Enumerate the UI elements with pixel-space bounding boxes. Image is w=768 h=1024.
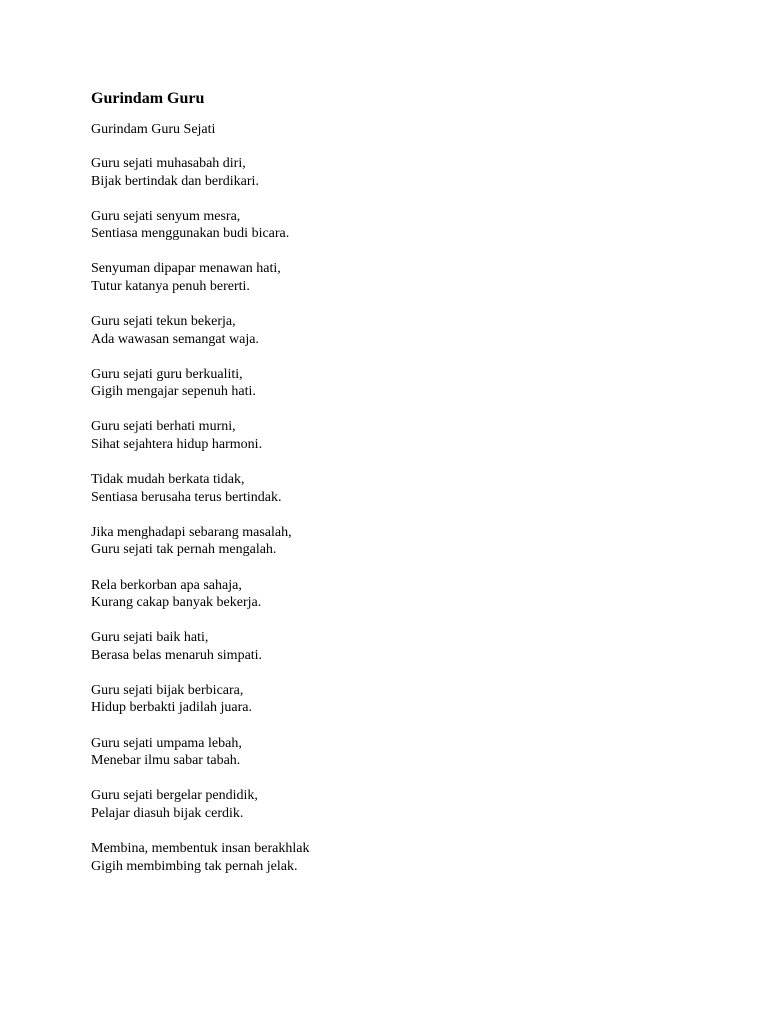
stanza-line: Ada wawasan semangat waja. xyxy=(91,331,259,347)
stanza-line: Sihat sejahtera hidup harmoni. xyxy=(91,437,263,453)
stanza-line: Sentiasa berusaha terus bertindak. xyxy=(91,489,282,505)
stanza-line: Senyuman dipapar menawan hati, xyxy=(91,261,281,277)
stanza xyxy=(91,735,711,770)
stanza-line: Guru sejati bijak berbicara, xyxy=(91,682,244,698)
stanza-line: Menebar ilmu sabar tabah. xyxy=(91,753,241,769)
stanza-line: Jika menghadapi sebarang masalah, xyxy=(91,524,292,540)
stanza-line: Bijak bertindak dan berdikari. xyxy=(91,173,259,189)
stanza-line: Guru sejati muhasabah diri, xyxy=(91,156,246,171)
stanza xyxy=(91,366,711,401)
stanza xyxy=(91,524,711,559)
stanza-line: Hidup berbakti jadilah juara. xyxy=(91,700,252,716)
stanza xyxy=(91,260,711,295)
stanza xyxy=(91,840,711,875)
stanza xyxy=(91,629,711,664)
stanza xyxy=(91,418,711,453)
stanza-line: Tidak mudah berkata tidak, xyxy=(91,472,245,488)
stanza-line: Gigih mengajar sepenuh hati. xyxy=(91,384,256,400)
poem-content xyxy=(91,89,711,893)
stanza xyxy=(91,208,711,243)
stanza xyxy=(91,313,711,348)
stanza-line: Sentiasa menggunakan budi bicara. xyxy=(91,226,290,242)
stanza-line: Pelajar diasuh bijak cerdik. xyxy=(91,805,244,821)
stanza-line: Kurang cakap banyak bekerja. xyxy=(91,595,262,611)
stanza-line: Rela berkorban apa sahaja, xyxy=(91,577,242,593)
stanza-line: Guru sejati umpama lebah, xyxy=(91,735,242,751)
stanza-line: Berasa belas menaruh simpati. xyxy=(91,647,263,663)
stanza-line: Tutur katanya penuh bererti. xyxy=(91,278,250,294)
stanza-line: Gigih membimbing tak pernah jelak. xyxy=(91,858,298,874)
stanza-line: Membina, membentuk insan berakhlak xyxy=(91,840,310,856)
stanza-line: Guru sejati baik hati, xyxy=(91,630,209,646)
stanza xyxy=(91,577,711,612)
stanza xyxy=(91,682,711,717)
stanza-line: Guru sejati tekun bekerja, xyxy=(91,314,236,330)
stanza-list xyxy=(91,155,711,875)
document-title: Gurindam Guru xyxy=(91,90,205,107)
stanza-line: Guru sejati berhati murni, xyxy=(91,419,236,435)
stanza xyxy=(91,787,711,822)
stanza-line: Guru sejati senyum mesra, xyxy=(91,208,241,224)
poem-subtitle: Gurindam Guru Sejati xyxy=(91,122,216,137)
stanza-line: Guru sejati tak pernah mengalah. xyxy=(91,542,277,558)
stanza-line: Guru sejati bergelar pendidik, xyxy=(91,788,258,804)
stanza-line: Guru sejati guru berkualiti, xyxy=(91,366,243,382)
stanza xyxy=(91,471,711,506)
stanza xyxy=(91,155,711,190)
